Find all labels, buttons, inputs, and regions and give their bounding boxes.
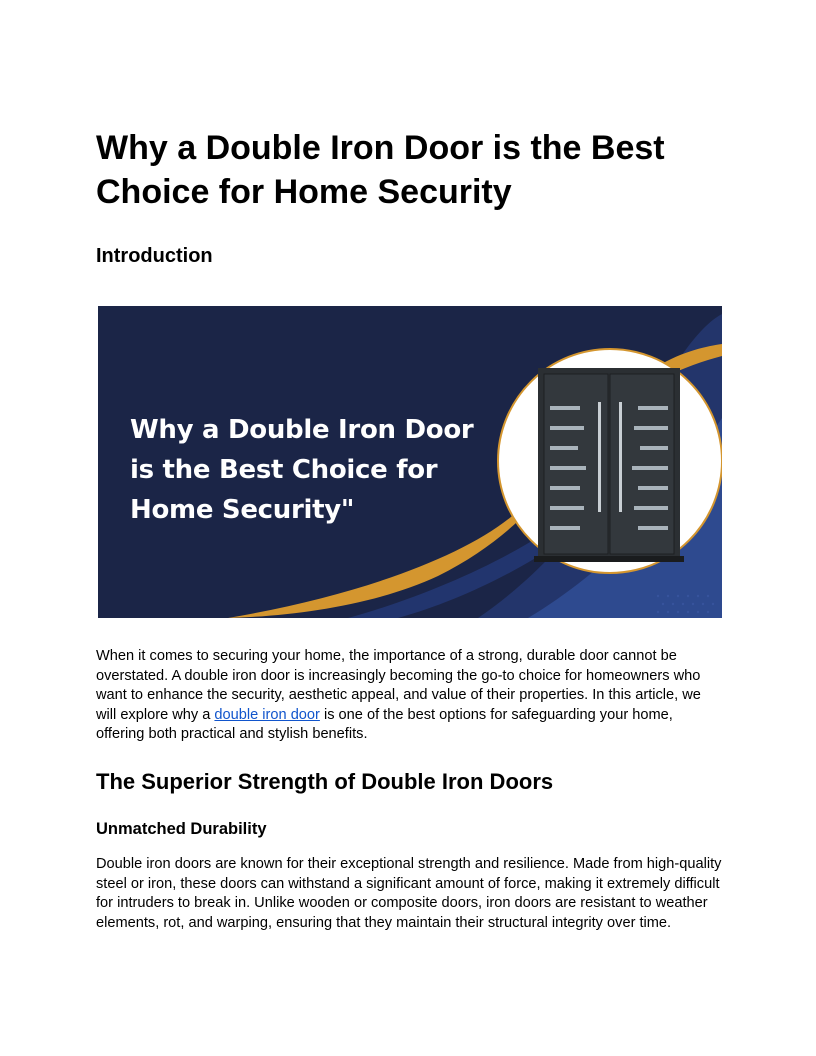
banner-line-1: Why a Double Iron Door <box>130 415 474 445</box>
banner-line-3: Home Security" <box>130 495 355 525</box>
banner-headline <box>130 410 490 530</box>
durability-paragraph: Double iron doors are known for their exceptional strength and resilience. Made from high-quality steel or iron, these doors can withstand a significant amount of force, making it extremely difficult for intruders to break in. Unlike wooden or composite doors, iron doors are resistant to weather elements, rot, and warping, ensuring that they maintain their structural integrity over time. <box>96 856 722 931</box>
page-title: Why a Double Iron Door is the Best Choice for Home Security <box>96 129 665 211</box>
introduction-heading: Introduction <box>96 245 213 267</box>
double-iron-door-link[interactable]: double iron door <box>214 706 320 723</box>
intro-text-before-link: When it comes to securing your home, the importance of a strong, durable door cannot be overstated. A double iron door is increasingly becoming the go-to choice for homeowners who want to enhance the security, aesthetic appeal, and value of their properties. In this article, we will explore why a <box>96 648 701 723</box>
intro-paragraph <box>96 647 722 745</box>
banner-line-2: is the Best Choice for <box>130 455 438 485</box>
subsection-heading: Unmatched Durability <box>96 820 267 838</box>
section-heading: The Superior Strength of Double Iron Doors <box>96 769 554 794</box>
double-door-illustration <box>534 368 684 562</box>
intro-text-after-link: is one of the best options for safeguarding your home, offering both practical and stylish benefits. <box>96 706 673 742</box>
banner-image <box>98 306 722 618</box>
